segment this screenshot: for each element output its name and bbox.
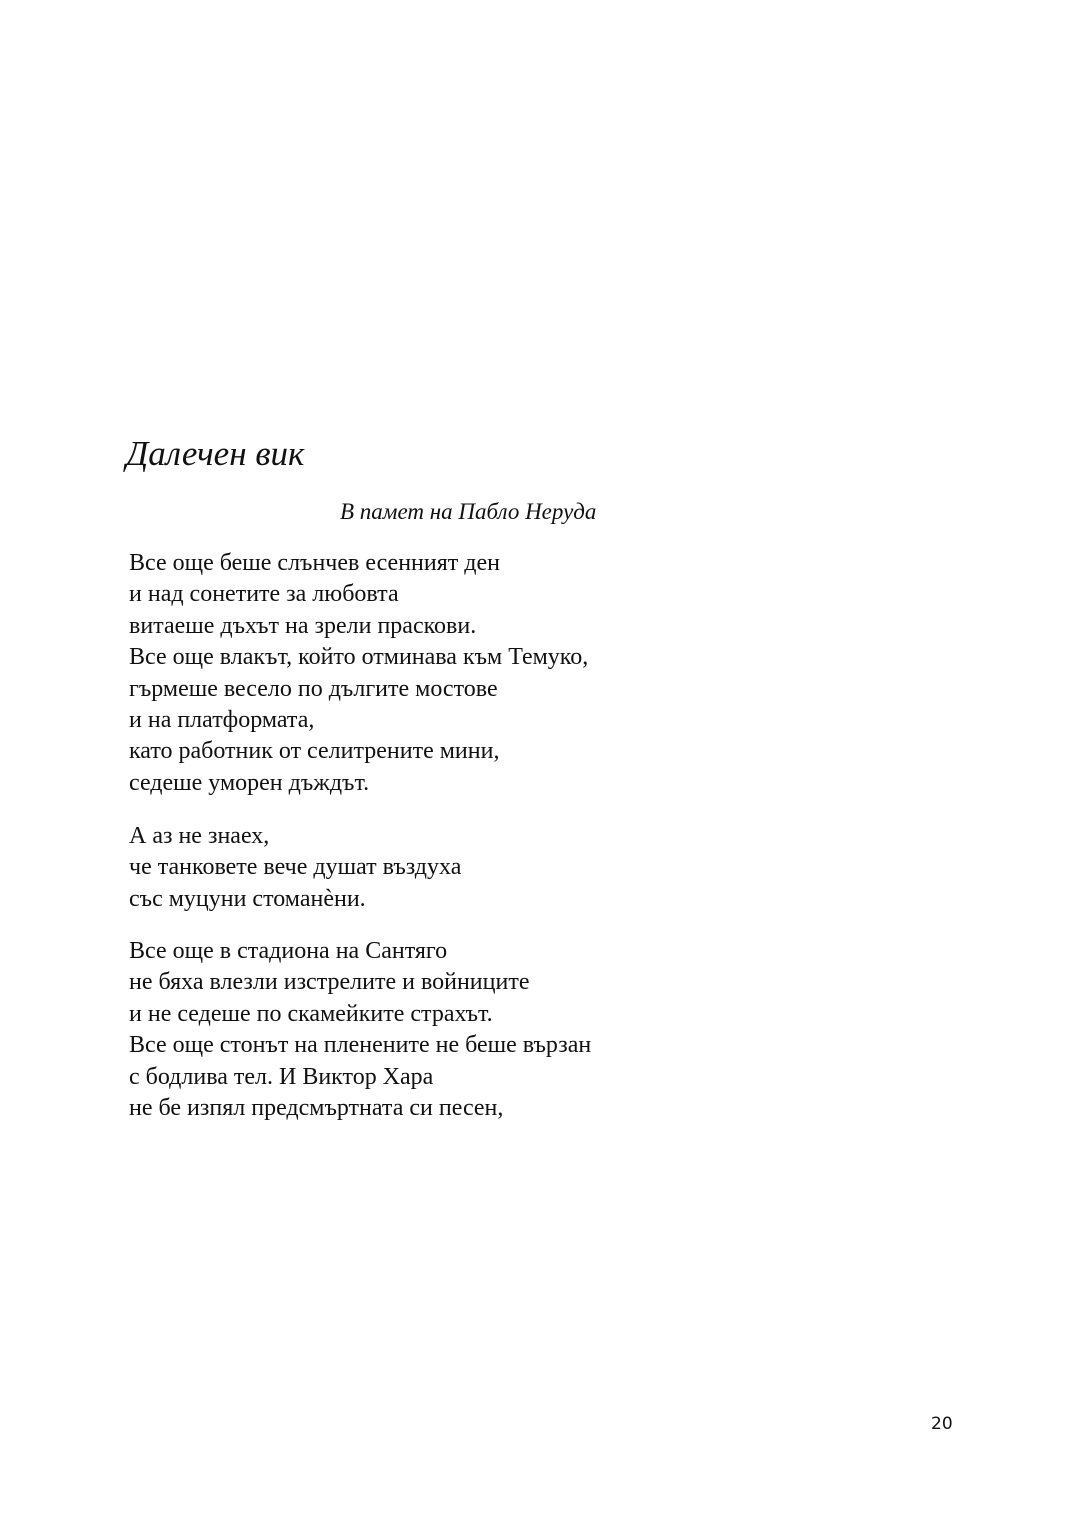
poem-line: че танковете вече душат въздуха [129,854,462,881]
poem-line: Все още в стадиона на Сантяго [129,938,448,964]
poem-line: с бодлива тел. И Виктор Хара [129,1063,434,1090]
poem-line: и не седеше по скамейките страхът. [129,1000,493,1027]
page-number: 20 [931,1414,953,1434]
poem-line: със муцуни стоманѐни. [129,885,366,912]
poem-line: Все още стонът на пленените не беше вързан [129,1032,592,1059]
stanza-1 [129,548,588,799]
stanza-3 [129,936,591,1124]
poem-line: и на платформата, [129,707,315,734]
poem-line: витаеше дъхът на зрели праскови. [129,612,477,639]
poem-line: Все още беше слънчев есенният ден [129,550,500,576]
poem-line: като работник от селитрените мини, [129,738,500,765]
poem-line: А аз не знаех, [129,823,270,849]
poem-line: не бе изпял предсмъртната си песен, [129,1095,504,1122]
poem-dedication: В памет на Пабло Неруда [340,499,597,524]
poem-line: не бяха влезли изстрелите и войниците [129,969,530,996]
poem-line: седеше уморен дъждът. [129,769,370,796]
poem-title: Далечен вик [126,434,305,473]
poem-line: гърмеше весело по дългите мостове [129,675,498,702]
poem-line: и над сонетите за любовта [129,581,399,608]
stanza-2 [129,821,461,915]
poem-line: Все още влакът, който отминава към Темуко, [129,644,589,671]
